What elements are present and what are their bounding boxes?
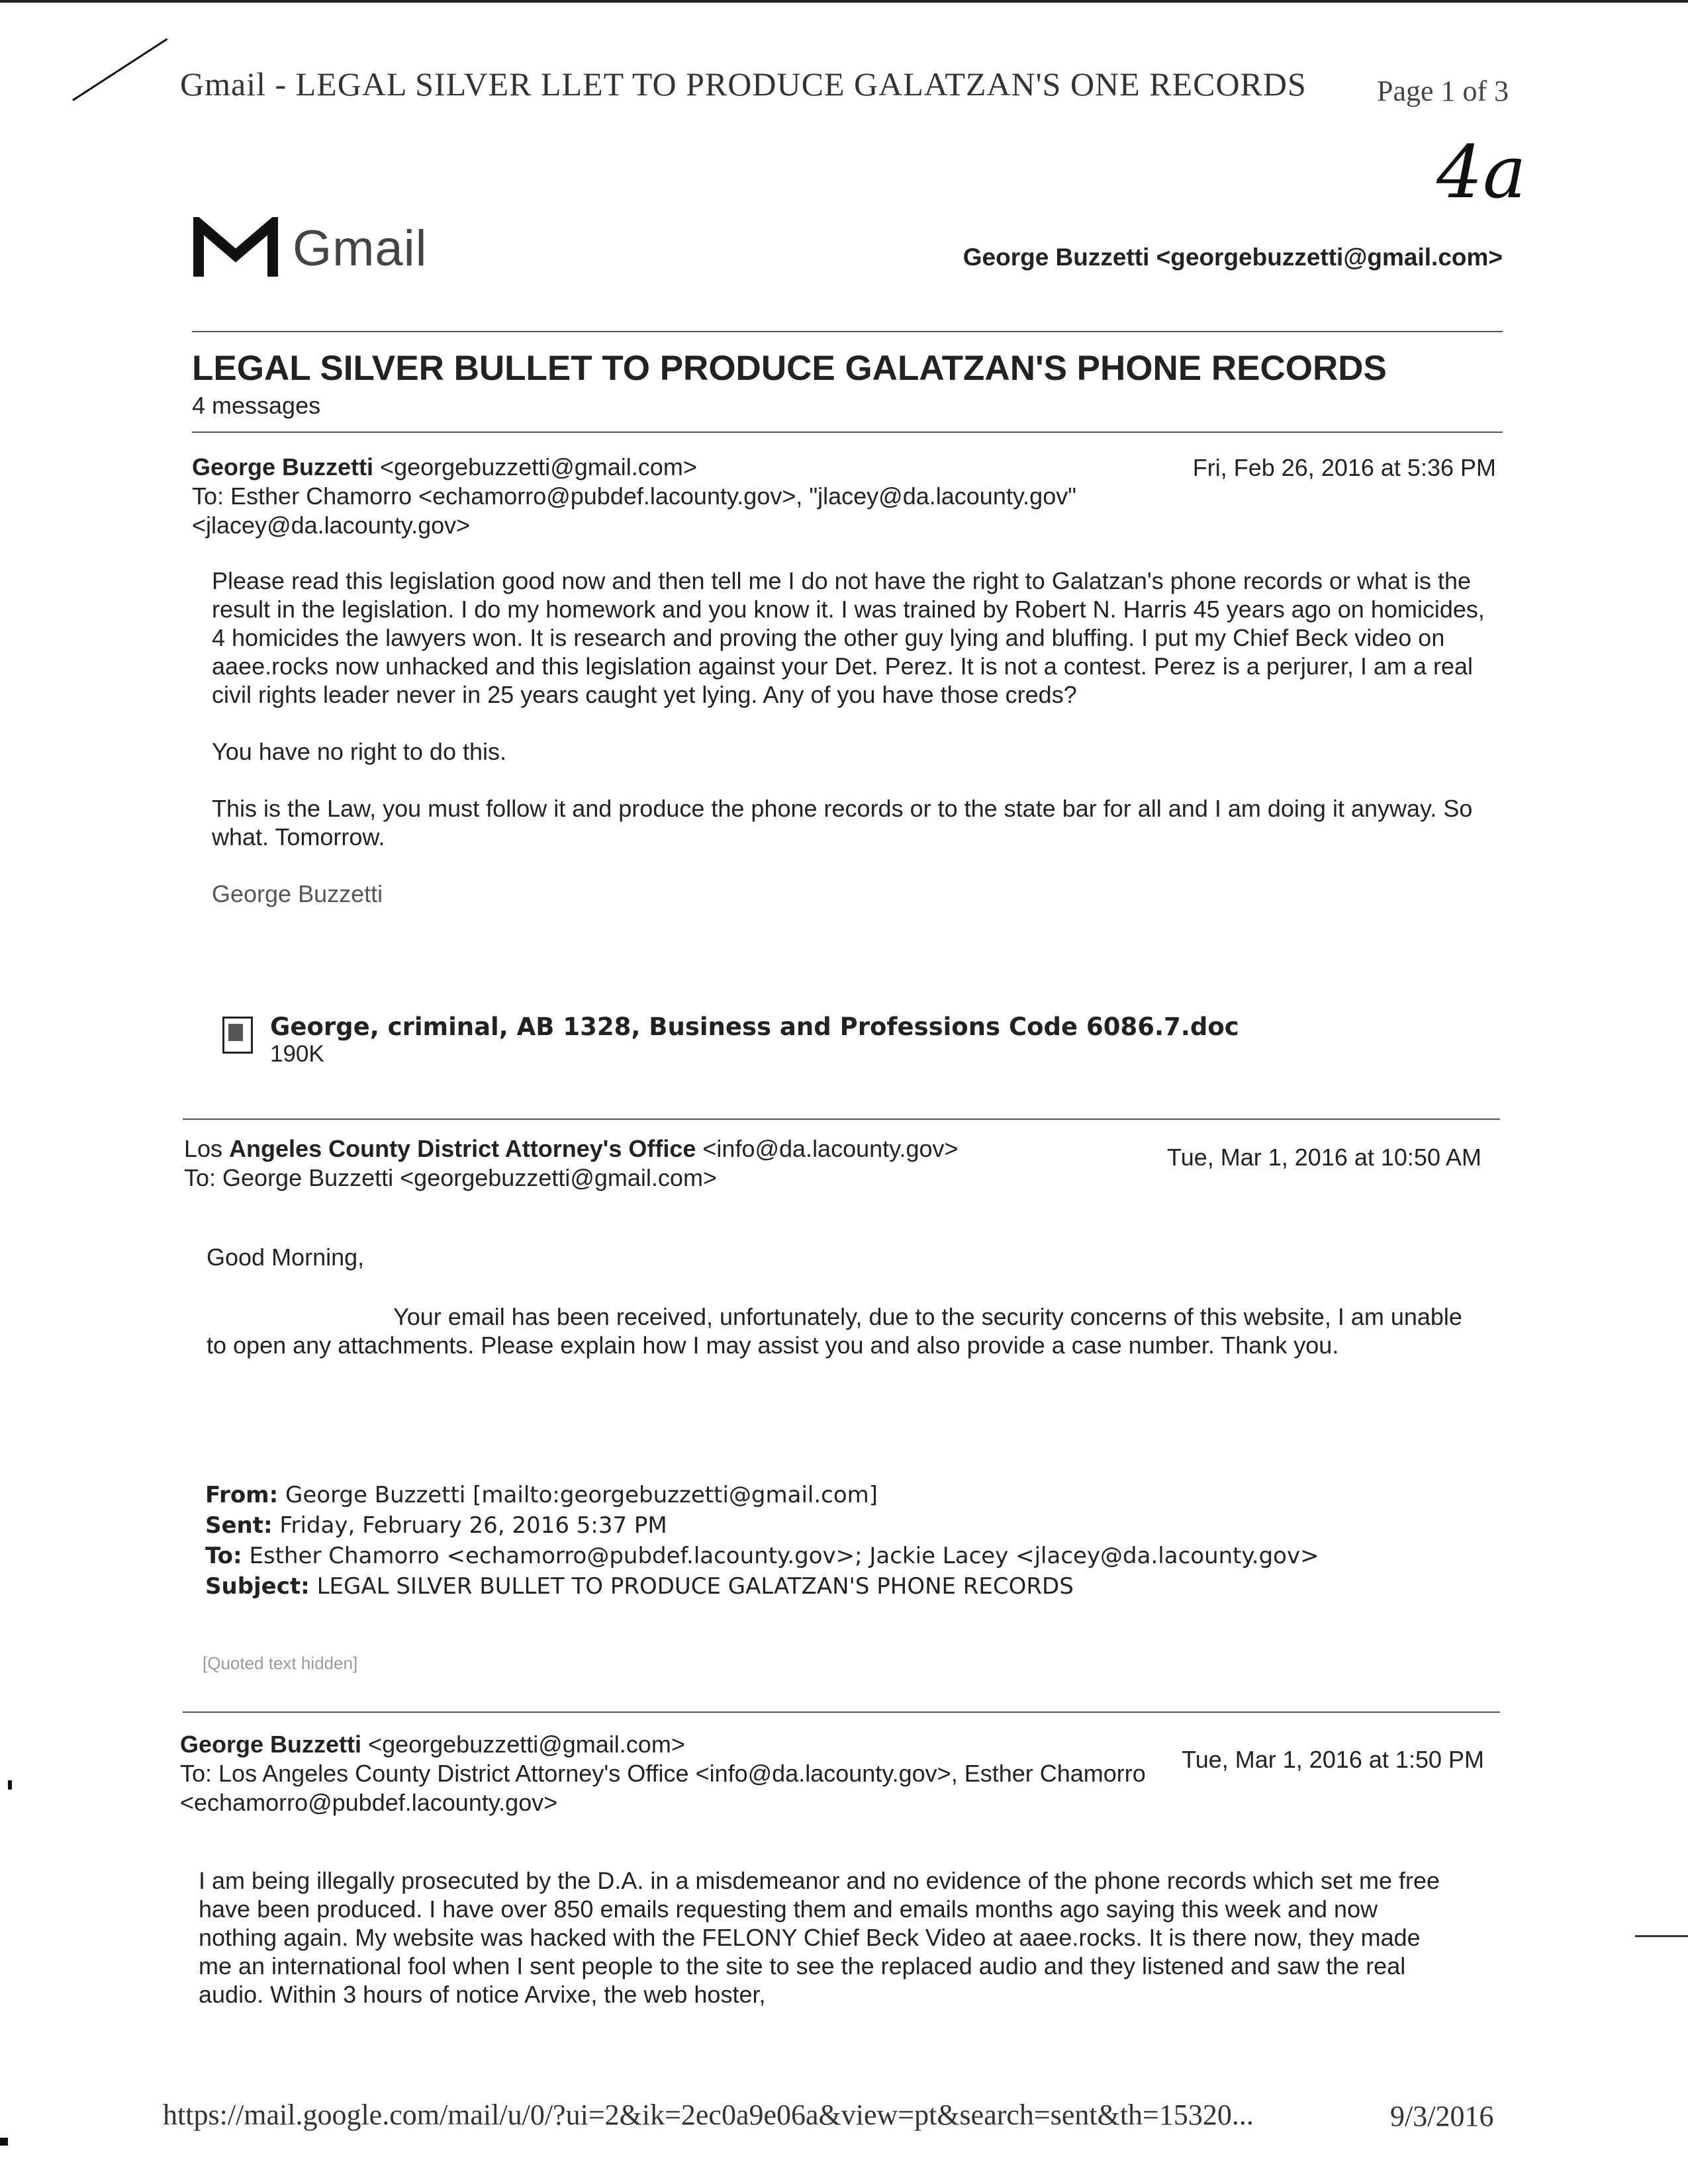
scan-speck [8, 1780, 12, 1790]
handwritten-slash [72, 38, 167, 101]
message-3-to-cont: <echamorro@pubdef.lacounty.gov> [180, 1789, 558, 1816]
handwritten-note: 4a [1436, 130, 1526, 214]
fwd-from-line: From: George Buzzetti [mailto:georgebuzzetti@gmail.com] [205, 1482, 878, 1508]
scan-top-edge [0, 0, 1688, 3]
quoted-text-toggle[interactable]: [Quoted text hidden] [203, 1653, 358, 1673]
message-1-date: Fri, Feb 26, 2016 at 5:36 PM [1192, 454, 1496, 481]
scan-speck [1635, 1935, 1688, 1937]
sender-name: George Buzzetti [192, 453, 374, 480]
attachment-size: 190K [270, 1041, 324, 1067]
header-divider [192, 331, 1503, 332]
message-2-to: To: George Buzzetti <georgebuzzetti@gmail.com> [184, 1164, 717, 1191]
body-paragraph: You have no right to do this. [212, 738, 506, 765]
fwd-from: George Buzzetti [mailto:georgebuzzetti@gmail.com] [285, 1482, 878, 1508]
message-divider [183, 1118, 1500, 1120]
message-3-body: I am being illegally prosecuted by the D.A. in a misdemeanor and no evidence of the phone records which set me free have been produced. I have over 850 emails requesting them and emails months ago saying this week and now nothing again. My website was hacked with the FELONY Chief Beck Video at aaee.rocks. It is there now, they made me an international fool when I sent people to the site to see the replaced audio and they listened and saw the real audio. Within 3 hours of notice Arvixe, the web hoster, [199, 1867, 1440, 2008]
message-3 [180, 1730, 1497, 1817]
fwd-sent: Friday, February 26, 2016 5:37 PM [279, 1512, 667, 1539]
message-2-body: Your email has been received, unfortunately, due to the security concerns of this website, I am unable to open any attachments. Please explain how I may assist you and also provide a case number. Thank you. [207, 1303, 1462, 1359]
message-2-date: Tue, Mar 1, 2016 at 10:50 AM [1167, 1144, 1481, 1171]
message-divider [183, 1711, 1500, 1713]
fwd-subject: LEGAL SILVER BULLET TO PRODUCE GALATZAN'S PHONE RECORDS [316, 1573, 1074, 1600]
message-2-greeting: Good Morning, [207, 1244, 365, 1271]
gmail-logo [193, 217, 427, 279]
message-1-body [212, 567, 1489, 936]
body-paragraph: This is the Law, you must follow it and produce the phone records or to the state bar for all and I am doing it anyway. So what. Tomorrow. [212, 795, 1473, 850]
gmail-m-icon [193, 217, 278, 279]
fwd-to-line: To: Esther Chamorro <echamorro@pubdef.lacounty.gov>; Jackie Lacey <jlacey@da.lacounty.gov> [205, 1543, 1319, 1569]
account-owner: George Buzzetti <georgebuzzetti@gmail.com> [962, 244, 1503, 271]
signature: George Buzzetti [212, 880, 383, 907]
sender-email: <info@da.lacounty.gov> [702, 1135, 959, 1162]
scan-speck [0, 2138, 8, 2146]
attachment[interactable] [222, 1013, 1239, 1068]
message-3-to: To: Los Angeles County District Attorney's Office <info@da.lacounty.gov>, Esther Chamorro [180, 1760, 1146, 1787]
gmail-logo-text: Gmail [293, 220, 428, 277]
attachment-name[interactable]: George, criminal, AB 1328, Business and Professions Code 6086.7.doc [270, 1013, 1239, 1041]
sender-name: George Buzzetti [180, 1731, 362, 1758]
fwd-to: Esther Chamorro <echamorro@pubdef.lacounty.gov>; Jackie Lacey <jlacey@da.lacounty.gov> [249, 1543, 1319, 1569]
forwarded-header [205, 1480, 1503, 1602]
message-2 [184, 1134, 1501, 1193]
message-count: 4 messages [192, 392, 321, 419]
message-1 [192, 453, 1509, 540]
print-header-title: Gmail - LEGAL SILVER LLET TO PRODUCE GALATZAN'S ONE RECORDS [180, 66, 1307, 103]
fwd-subject-line: Subject: LEGAL SILVER BULLET TO PRODUCE GALATZAN'S PHONE RECORDS [205, 1573, 1074, 1600]
message-1-to-cont: <jlacey@da.lacounty.gov> [192, 512, 471, 539]
message-1-to: To: Esther Chamorro <echamorro@pubdef.lacounty.gov>, "jlacey@da.lacounty.gov" [192, 482, 1077, 510]
sender-email: <georgebuzzetti@gmail.com> [380, 453, 697, 480]
print-footer-url: https://mail.google.com/mail/u/0/?ui=2&ik=2ec0a9e06a&view=pt&search=sent&th=15320... [163, 2099, 1254, 2131]
sender-name-prefix: Los [184, 1135, 230, 1162]
print-header-page: Page 1 of 3 [1377, 75, 1509, 107]
print-footer-date: 9/3/2016 [1390, 2100, 1494, 2132]
message-3-date: Tue, Mar 1, 2016 at 1:50 PM [1182, 1746, 1484, 1773]
doc-file-icon [222, 1017, 253, 1054]
sender-email: <georgebuzzetti@gmail.com> [368, 1731, 685, 1758]
thread-subject: LEGAL SILVER BULLET TO PRODUCE GALATZAN'S PHONE RECORDS [192, 349, 1387, 388]
fwd-sent-line: Sent: Friday, February 26, 2016 5:37 PM [205, 1512, 667, 1539]
subject-divider [192, 432, 1503, 433]
sender-name: Angeles County District Attorney's Office [229, 1135, 696, 1162]
body-paragraph: Please read this legislation good now and then tell me I do not have the right to Galatzan's phone records or what is the result in the legislation. I do my homework and you know it. I was trained by Robert N. Harris 45 years ago on homicides, 4 homicides the lawyers won. It is research and proving the other guy lying and bluffing. I put my Chief Beck video on aaee.rocks now unhacked and this legislation against your Det. Perez. It is not a contest. Perez is a perjurer, I am a real civil rights leader never in 25 years caught yet lying. Any of you have those creds? [212, 567, 1485, 708]
